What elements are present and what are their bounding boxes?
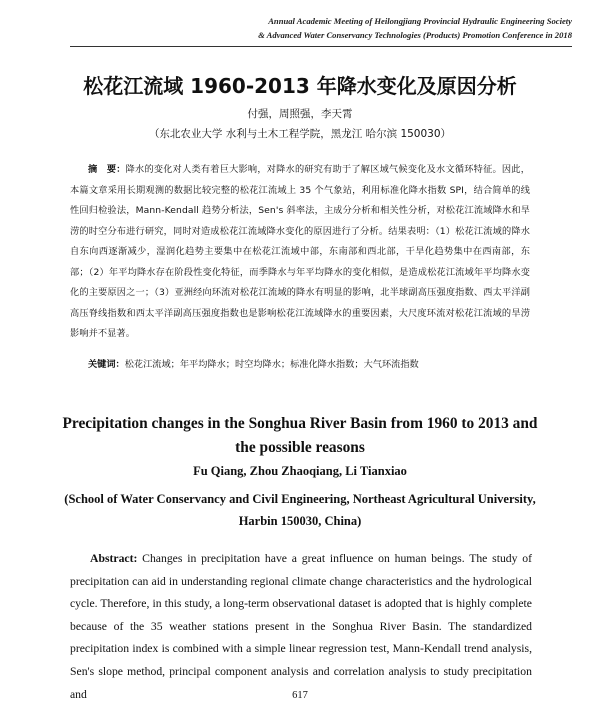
running-header bbox=[258, 14, 572, 42]
chinese-abstract bbox=[70, 160, 530, 345]
header-rule bbox=[70, 46, 572, 47]
english-abstract-label: Abstract: bbox=[90, 552, 138, 565]
chinese-abstract-label: 摘 要： bbox=[88, 164, 126, 175]
page-number: 617 bbox=[292, 690, 308, 701]
chinese-keywords-label: 关键词： bbox=[88, 359, 125, 370]
english-affiliation: (School of Water Conservancy and Civil Engineering, Northeast Agricultural University, Harbin 150030, China) bbox=[64, 492, 536, 528]
chinese-abstract-text: 降水的变化对人类有着巨大影响，对降水的研究有助于了解区域气候变化及水文循环特征。因此，本篇文章采用长期观测的数据比较完整的松花江流域上 35 个气象站，利用标准化降水指数 SPI，结合简单的线性回归检验法，Mann-Kendall 趋势分析法，Sen's 斜率法，主成分分析和相关性分析，对松花江流域降水和旱涝的时空分布进行研究，同时对造成松花江流域降水变化的原因进行了分析。结果表明：（1）松花江流域的降水自东向西逐渐减少，湿润化趋势主要集中在松花江流域中部，东南部和西北部，干旱化趋势集中在西南部，东部；（2）年平均降水存在阶段性变化特征，而季降水与年平均降水的变化相似，是造成松花江流域年平均降水变化的主要原因之一；（3）亚洲经向环流对松花江流域的降水有明显的影响，北半球副高压强度指数、西太平洋副高压脊线指数和西太平洋副高压强度指数也是影响松花江流域降水的重要因素，大尺度环流对松花江流域的旱涝影响并不显著。 bbox=[70, 164, 530, 339]
chinese-affiliation: （东北农业大学 水利与土木工程学院，黑龙江 哈尔滨 150030） bbox=[148, 128, 452, 140]
header-line-1: Annual Academic Meeting of Heilongjiang Provincial Hydraulic Engineering Society bbox=[268, 16, 572, 26]
english-abstract bbox=[70, 548, 532, 706]
english-title: Precipitation changes in the Songhua River Basin from 1960 to 2013 and the possible reasons bbox=[62, 415, 538, 456]
english-authors: Fu Qiang, Zhou Zhaoqiang, Li Tianxiao bbox=[193, 464, 407, 478]
chinese-authors: 付强，周照强，李天霄 bbox=[247, 108, 353, 120]
header-line-2: & Advanced Water Conservancy Technologies (Products) Promotion Conference in 2018 bbox=[258, 30, 572, 40]
chinese-keywords bbox=[88, 356, 528, 370]
english-abstract-text: Changes in precipitation have a great influence on human beings. The study of precipitation can aid in understanding regional climate change characteristics and the hydrological cycle. Therefore, in this study, a long-term observational dataset is adopted that is highly complete because of the 35 weather stations present in the Songhua River Basin. The standardized precipitation index is combined with a simple linear regression test, Mann-Kendall trend analysis, Sen's slope method, principal component analysis and correlation analysis to study precipitation and bbox=[70, 552, 532, 701]
chinese-title: 松花江流域 1960-2013 年降水变化及原因分析 bbox=[83, 74, 517, 98]
chinese-keywords-text: 松花江流域；年平均降水；时空均降水；标准化降水指数；大气环流指数 bbox=[124, 359, 419, 370]
